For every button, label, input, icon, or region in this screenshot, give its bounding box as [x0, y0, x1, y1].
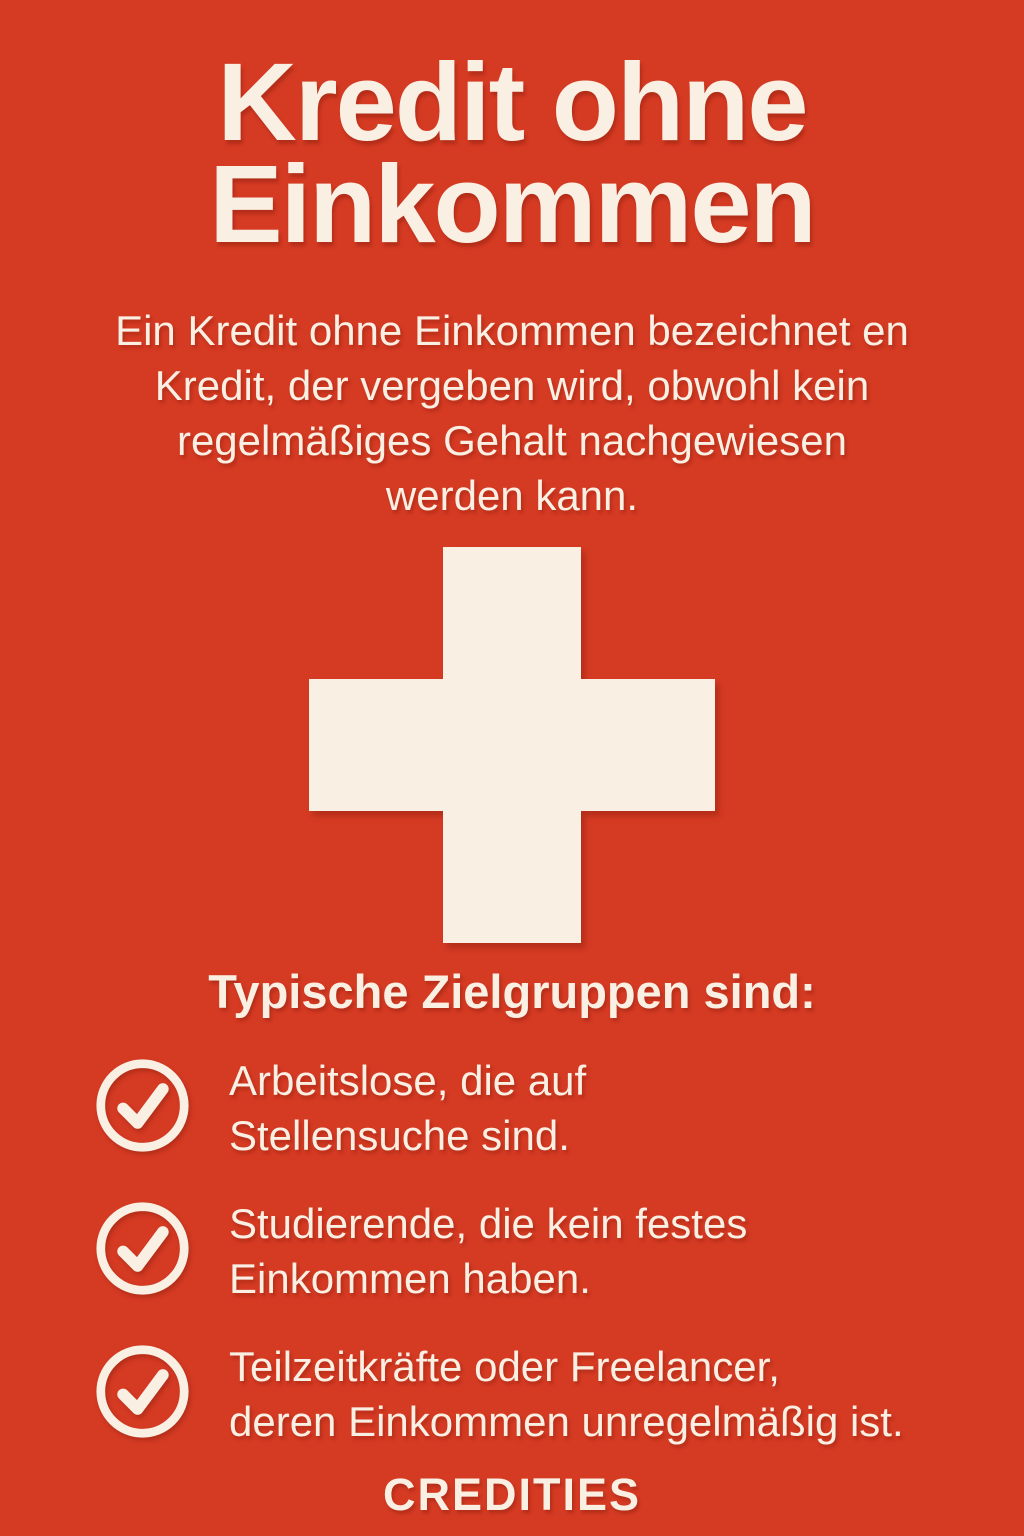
target-groups-heading: Typische Zielgruppen sind: [208, 964, 816, 1018]
list-item [94, 1053, 994, 1163]
list-item-line: Teilzeitkräfte oder Freelancer, [229, 1342, 780, 1390]
main-title [209, 41, 815, 267]
main-title-line-1: Kredit ohne [217, 41, 807, 164]
check-circle-icon [94, 1200, 191, 1297]
list-item [94, 1196, 994, 1306]
list-item-line: deren Einkommen unregelmäßig ist. [229, 1397, 904, 1445]
target-group-list [0, 1053, 1024, 1449]
medical-cross-icon [309, 547, 715, 943]
check-circle-icon [94, 1343, 191, 1440]
intro-paragraph [115, 303, 909, 523]
intro-line: regelmäßiges Gehalt nachgewiesen [176, 416, 848, 464]
intro-line: Kredit, der vergeben wird, obwohl kein [154, 361, 870, 409]
intro-line: Ein Kredit ohne Einkommen bezeichnet en [115, 306, 909, 354]
list-item-line: Stellensuche sind. [229, 1111, 570, 1159]
list-item-text [229, 1196, 747, 1306]
intro-line: werden kann. [385, 471, 639, 519]
list-item-line: Studierende, die kein festes [229, 1199, 748, 1247]
medical-cross-horizontal-bar [309, 679, 715, 811]
list-item-line: Einkommen haben. [229, 1254, 591, 1302]
list-item-text [229, 1339, 904, 1449]
list-item [94, 1339, 994, 1449]
main-title-line-2: Einkommen [209, 143, 815, 267]
check-circle-icon [94, 1057, 191, 1154]
list-item-text [229, 1053, 586, 1163]
list-item-line: Arbeitslose, die auf [229, 1056, 587, 1104]
brand-footer: CREDITIES [382, 1468, 642, 1520]
